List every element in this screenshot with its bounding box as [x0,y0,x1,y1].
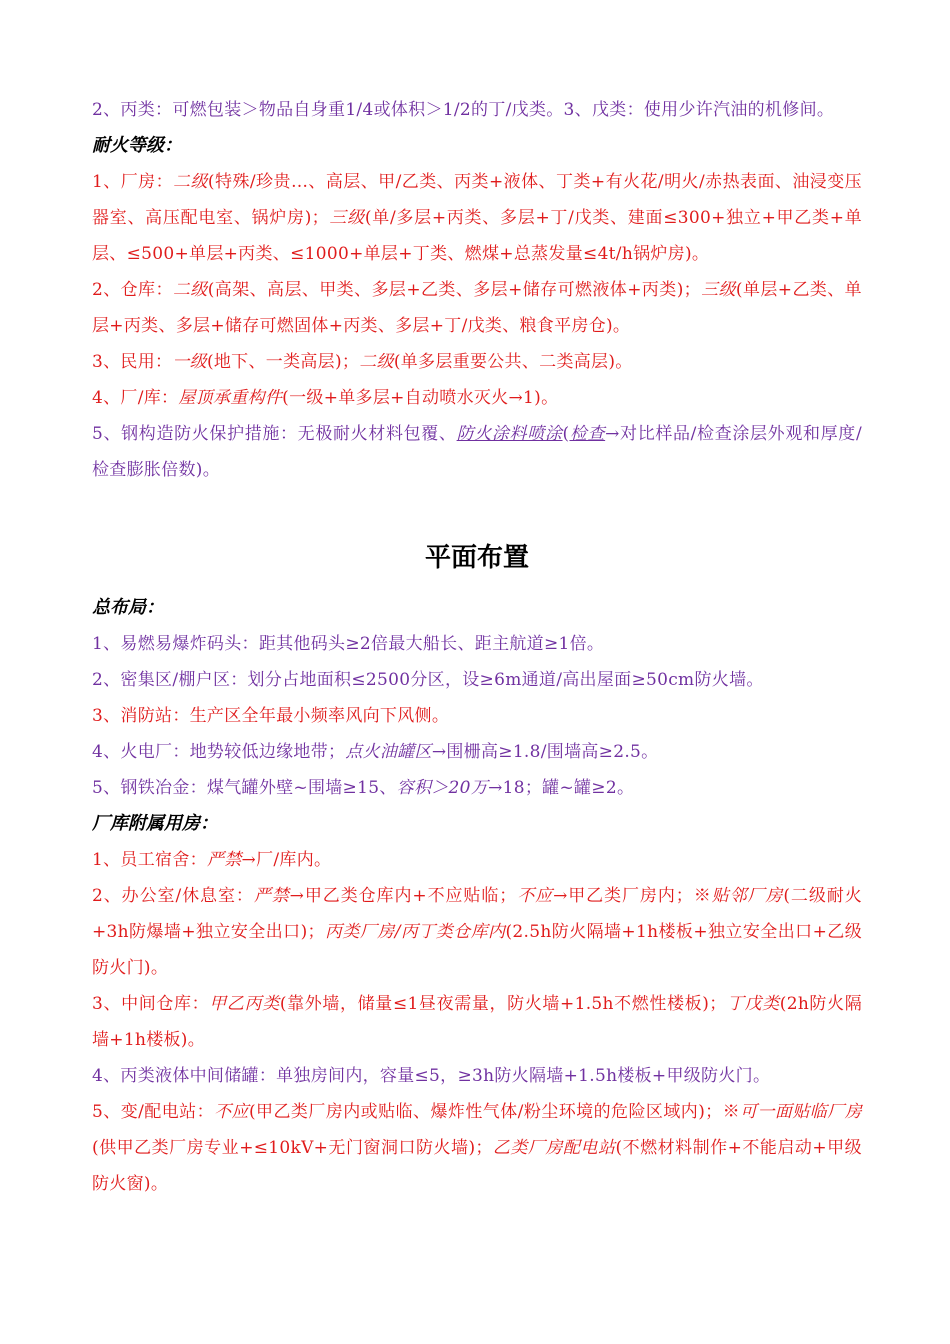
layout-item-1 [92,626,862,662]
layout-item-5 [92,770,862,806]
text: ( [562,424,570,444]
text: (靠外墙，储量≤1昼夜需量，防火墙+1.5h不燃性楼板)； [279,994,727,1014]
emphasis: 三级 [700,280,736,300]
text: (供甲乙类厂房专业+≤10kV+无门窗洞口防火墙)； [92,1138,493,1158]
fire-rating-item-5 [92,416,862,488]
emphasis: 不应 [516,886,554,906]
text: (不燃材料制作+不能启动+甲级防火窗)。 [92,1138,862,1194]
emphasis: 容积＞20万 [396,778,489,798]
emphasis: 二级 [359,352,394,372]
text: →18；罐~罐≥2。 [488,778,635,798]
text: 4、厂/库： [92,388,179,408]
emphasis: 严禁 [206,850,242,870]
emphasis: 屋顶承重构件 [178,388,283,408]
layout-item-3 [92,698,862,734]
emphasis: 可一面贴临厂房 [740,1102,862,1122]
fire-rating-item-2 [92,272,862,344]
text: →对比样品/检查涂层外观和厚度/检查膨胀倍数)。 [92,424,862,480]
text: →甲乙类仓库内+不应贴临； [289,886,517,906]
text: (特殊/珍贵…、高层、甲/乙类、丙类+液体、丁类+有火花/明火/赤热表面、油浸变压器室、高压配电室、锅炉房)； [92,172,862,228]
text: 1、厂房： [92,172,174,192]
fire-rating-item-3 [92,344,862,380]
text: →厂/库内。 [241,850,332,870]
text: 4、火电厂：地势较低边缘地带； [92,742,346,762]
text: 2、密集区/棚户区：划分占地面积≤2500分区，设≥6m通道/高出屋面≥50cm防火墙。 [92,670,764,690]
text: (二级耐火+3h防爆墙+独立安全出口)； [92,886,863,942]
fire-rating-item-1 [92,164,862,272]
section-title: 平面布置 [424,543,529,573]
emphasis: 二级 [173,172,208,192]
text: (2h防火隔墙+1h楼板)。 [92,994,862,1050]
emphasis: 一级 [172,352,207,372]
text: 1、易燃易爆炸码头：距其他码头≥2倍最大船长、距主航道≥1倍。 [92,634,605,654]
text: 5、钢铁冶金：煤气罐外壁~围墙≥15、 [92,778,397,798]
layout-item-4 [92,734,862,770]
text: (单/多层+丙类、多层+丁/戊类、建面≤300+独立+甲乙类+单层、≤500+单层+丙类、≤1000+单层+丁类、燃煤+总蒸发量≤4t/h锅炉房)。 [92,208,862,264]
ancillary-rooms-heading: 厂库附属用房： [92,813,218,834]
text: 4、丙类液体中间储罐：单独房间内，容量≤5，≥3h防火隔墙+1.5h楼板+甲级防火门。 [92,1066,771,1086]
text: 5、变/配电站： [92,1102,215,1122]
intro-paragraph [92,92,862,128]
text: (一级+单多层+自动喷水灭火→1)。 [282,388,559,408]
general-layout-heading: 总布局： [92,597,164,618]
emphasis-underlined: 防火涂料喷涂 [456,424,563,444]
emphasis: 乙类厂房配电站 [492,1138,616,1158]
emphasis: 丙类厂房/丙丁类仓库内 [324,922,506,942]
emphasis: 二级 [172,280,208,300]
text: 2、仓库： [92,280,173,300]
text: (2.5h防火隔墙+1h楼板+独立安全出口+乙级防火门)。 [92,922,862,978]
text: 2、办公室/休息室： [92,886,254,906]
ancillary-item-2 [92,878,862,986]
ancillary-item-1 [92,842,862,878]
ancillary-item-4 [92,1058,862,1094]
emphasis: 三级 [328,208,365,228]
emphasis: 丁戊类 [726,994,780,1014]
text: (单多层重要公共、二类高层)。 [393,352,633,372]
ancillary-item-3 [92,986,862,1058]
layout-item-2 [92,662,862,698]
emphasis: 甲乙丙类 [209,994,280,1014]
emphasis-underlined: 检查 [569,424,606,444]
text: (甲乙类厂房内或贴临、爆炸性气体/粉尘环境的危险区域内)；※ [248,1102,741,1122]
text: 5、钢构造防火保护措施：无极耐火材料包覆、 [92,424,457,444]
fire-rating-item-4 [92,380,862,416]
intro-text: 2、丙类：可燃包装＞物品自身重1/4或体积＞1/2的丁/戊类。3、戊类：使用少许汽油的机修间。 [92,100,835,120]
text: (地下、一类高层)； [206,352,360,372]
text: →围栅高≥1.8/围墙高≥2.5。 [431,742,659,762]
text: 3、中间仓库： [92,994,210,1014]
document-page [92,92,862,1202]
emphasis: 不应 [214,1102,249,1122]
text: 3、消防站：生产区全年最小频率风向下风侧。 [92,706,450,726]
text: (单层+乙类、单层+丙类、多层+储存可燃固体+丙类、多层+丁/戊类、粮食平房仓)。 [92,280,862,336]
text: 1、员工宿舍： [92,850,207,870]
emphasis: 点火油罐区 [345,742,432,762]
text: 3、民用： [92,352,173,372]
emphasis: 严禁 [253,886,290,906]
ancillary-item-5 [92,1094,862,1202]
fire-rating-heading: 耐火等级： [92,135,182,156]
text: (高架、高层、甲类、多层+乙类、多层+储存可燃液体+丙类)； [207,280,701,300]
text: →甲乙类厂房内；※ [553,886,712,906]
emphasis: 贴邻厂房 [711,886,784,906]
